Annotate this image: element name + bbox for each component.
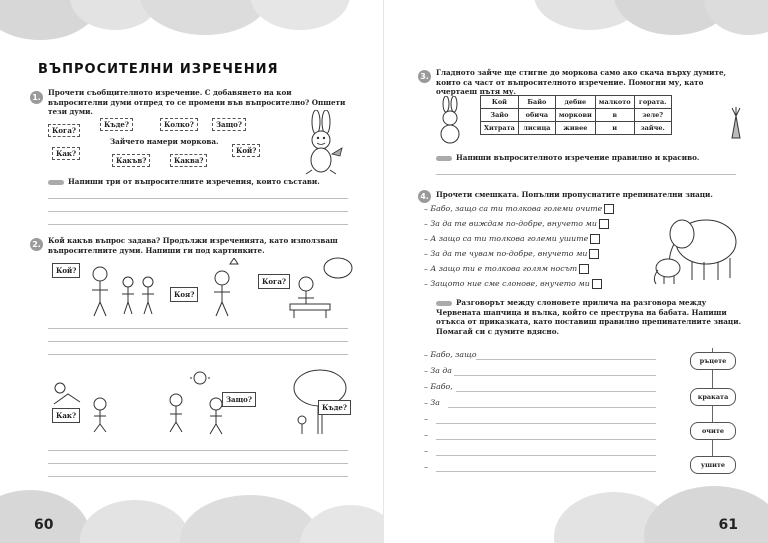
example-sentence: Зайчето намери морковa. bbox=[110, 137, 219, 146]
task-line: Напиши три от въпросителните изречения, които състави. bbox=[48, 177, 358, 187]
writing-line[interactable] bbox=[436, 439, 656, 440]
speech-bubble: Защо? bbox=[222, 392, 256, 407]
punctuation-box[interactable] bbox=[604, 204, 614, 214]
punctuation-box[interactable] bbox=[590, 234, 600, 244]
dialog-start: – bbox=[424, 414, 428, 423]
question-word-box: Как? bbox=[52, 147, 80, 160]
exercise-instruction: Гладното зайче ще стигне до морковa само ако скача върху думите, които са част от въпросителното изречение. Помогни му, като очертаеш пътя му. bbox=[436, 68, 727, 96]
writing-line bbox=[48, 450, 348, 451]
table-cell[interactable]: и bbox=[595, 122, 634, 135]
table-cell[interactable]: Зайо bbox=[481, 109, 519, 122]
table-cell[interactable]: Кой bbox=[481, 96, 519, 109]
writing-line bbox=[48, 224, 348, 225]
page-title: ВЪПРОСИТЕЛНИ ИЗРЕЧЕНИЯ bbox=[38, 62, 279, 77]
punctuation-box[interactable] bbox=[592, 279, 602, 289]
elephants-illustration bbox=[646, 206, 746, 286]
helper-word-pill: очите bbox=[690, 422, 736, 440]
joke-line: – За да те чувам по-добре, внучето ми bbox=[424, 249, 599, 259]
punctuation-box[interactable] bbox=[599, 219, 609, 229]
question-word-box: Защо? bbox=[212, 118, 246, 131]
exercise-instruction: Кой какъв въпрос задава? Продължи изреченията, като използваш въпросителните думи. Напиши ги под картинките. bbox=[48, 236, 338, 255]
joke-line: – За да те виждам по-добре, внучето ми bbox=[424, 219, 609, 229]
helper-word-pill: краката bbox=[690, 388, 736, 406]
cloud-decoration bbox=[300, 505, 384, 543]
table-cell[interactable]: Хитрата bbox=[481, 122, 519, 135]
writing-line[interactable] bbox=[448, 407, 656, 408]
speech-bubble: Кога? bbox=[258, 274, 290, 289]
right-page bbox=[384, 0, 768, 543]
cloud-decoration bbox=[140, 0, 270, 35]
question-word-box: Къде? bbox=[100, 118, 133, 131]
joke-line: – А защо са ти толкова големи ушите bbox=[424, 234, 600, 244]
writing-line[interactable] bbox=[476, 359, 656, 360]
punctuation-box[interactable] bbox=[579, 264, 589, 274]
writing-line bbox=[48, 328, 348, 329]
table-cell[interactable]: зеле? bbox=[634, 109, 671, 122]
page-number: 60 bbox=[34, 517, 54, 533]
cloud-decoration bbox=[704, 0, 768, 35]
writing-line[interactable] bbox=[456, 391, 656, 392]
writing-line[interactable] bbox=[436, 471, 656, 472]
exercise-number: 3. bbox=[418, 70, 431, 83]
writing-line[interactable] bbox=[436, 455, 656, 456]
cloud-decoration bbox=[180, 495, 320, 543]
writing-line[interactable] bbox=[436, 423, 656, 424]
dialog-start: – Бабо, bbox=[424, 382, 453, 391]
joke-line: – А защо ти е толкова голям носът bbox=[424, 264, 589, 274]
joke-line: – Бабо, защо са ти толкова големи очите bbox=[424, 204, 614, 214]
writing-line bbox=[48, 211, 348, 212]
table-cell[interactable]: обича bbox=[518, 109, 555, 122]
table-cell[interactable]: в bbox=[595, 109, 634, 122]
question-word-box: Какъв? bbox=[112, 154, 150, 167]
rabbit-carrot-illustration bbox=[296, 110, 348, 176]
table-cell[interactable]: дебне bbox=[555, 96, 595, 109]
page-number: 61 bbox=[718, 517, 738, 533]
dialog-start: – bbox=[424, 462, 428, 471]
dialog-start: – Бабо, защо bbox=[424, 350, 477, 359]
carrot-icon bbox=[728, 106, 744, 140]
writing-line bbox=[48, 463, 348, 464]
speech-bubble: Коя? bbox=[170, 287, 198, 302]
cloud-decoration bbox=[250, 0, 350, 30]
writing-line bbox=[48, 198, 348, 199]
helper-word-pill: ушите bbox=[690, 456, 736, 474]
helper-word-pill: ръцете bbox=[690, 352, 736, 370]
exercise-number: 1. bbox=[30, 91, 43, 104]
task-line: Напиши въпросителното изречение правилно и красиво. bbox=[436, 153, 746, 163]
dialog-start: – bbox=[424, 430, 428, 439]
running-kids-illustration bbox=[50, 374, 120, 434]
hungry-rabbit-illustration bbox=[430, 96, 470, 144]
table-cell[interactable]: горатa. bbox=[634, 96, 671, 109]
word-path-table bbox=[480, 95, 672, 135]
dialog-start: – За bbox=[424, 398, 440, 407]
dialog-start: – За да bbox=[424, 366, 452, 375]
table-cell[interactable]: моркови bbox=[555, 109, 595, 122]
children-illustration bbox=[86, 260, 166, 320]
exercise-instruction: Прочети смешката. Попълни пропуснатите препинателни знаци. bbox=[436, 190, 713, 199]
question-word-box: Колко? bbox=[160, 118, 198, 131]
joke-line: – Защото ние сме слонове, внучето ми bbox=[424, 279, 602, 289]
cloud-decoration bbox=[80, 500, 190, 543]
writing-line bbox=[48, 354, 348, 355]
task-line: Разговорът между слоновете прилича на разговора между Червената шапчица и вълка, който се преструва на бабата. Напиши отъкса от приказката, като постaвиш правилно препинателните знаци. Помагай си с думите вдясно. bbox=[436, 298, 742, 336]
writing-line bbox=[48, 341, 348, 342]
punctuation-box[interactable] bbox=[589, 249, 599, 259]
boy-desk-illustration bbox=[276, 254, 356, 320]
table-cell[interactable]: лисица bbox=[518, 122, 555, 135]
table-cell[interactable]: малкото bbox=[595, 96, 634, 109]
table-cell[interactable]: Байо bbox=[518, 96, 555, 109]
writing-line[interactable] bbox=[454, 375, 656, 376]
speech-bubble: Как? bbox=[52, 408, 80, 423]
writing-line bbox=[48, 476, 348, 477]
exercise-number: 4. bbox=[418, 190, 431, 203]
exercise-instruction: Прочети съобщителното изречение. С добавянето на кои въпросителни думи отпред то се промени във въпросително? Oпшети тези думи. bbox=[48, 88, 346, 116]
exercise-number: 2. bbox=[30, 238, 43, 251]
speech-bubble: Кой? bbox=[52, 263, 80, 278]
question-word-box: Кога? bbox=[48, 124, 80, 137]
table-cell[interactable]: живее bbox=[555, 122, 595, 135]
question-word-box: Каква? bbox=[170, 154, 207, 167]
writing-line bbox=[436, 174, 736, 175]
girl-illustration bbox=[200, 258, 246, 320]
table-cell[interactable]: зайче. bbox=[634, 122, 671, 135]
cloud-decoration bbox=[644, 486, 768, 543]
dialog-start: – bbox=[424, 446, 428, 455]
question-word-box: Кой? bbox=[232, 144, 260, 157]
speech-bubble: Къде? bbox=[318, 400, 351, 415]
